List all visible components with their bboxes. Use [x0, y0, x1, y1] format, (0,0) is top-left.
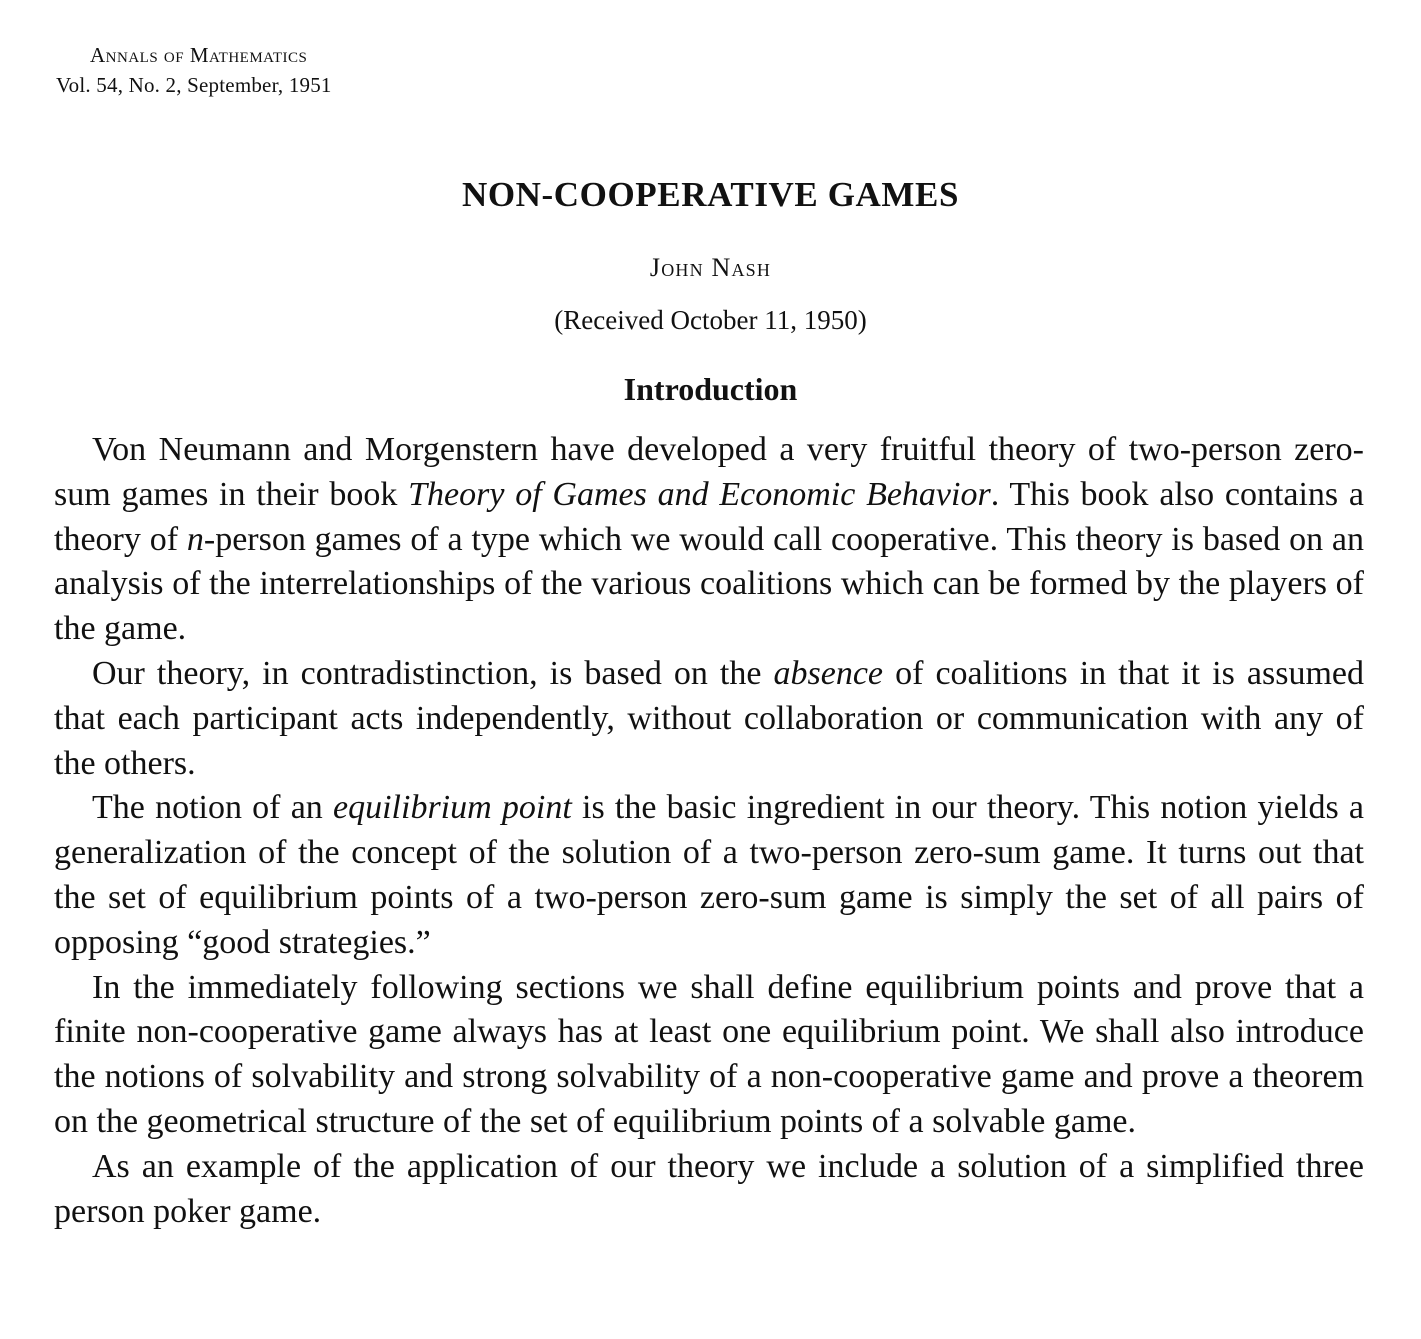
- paragraph-2: [54, 652, 1364, 786]
- paragraph-1-text-a: Von Neumann and Morgenstern have developed a very fruitful theory of two-person zero-sum games in their book: [54, 431, 1364, 513]
- paragraph-1: [54, 428, 1364, 652]
- received-date: (Received October 11, 1950): [554, 305, 867, 335]
- paragraph-1-text-c: -person games of a type which we would call cooperative. This theory is based on an analysis of the interrelationships of the various coalitions which can be formed by the players of the game.: [54, 520, 1364, 648]
- journal-name: Annals of Mathematics: [90, 43, 308, 67]
- paragraph-4: [54, 966, 1364, 1145]
- emphasis-equilibrium-point: equilibrium point: [333, 789, 572, 827]
- body-text: [54, 428, 1364, 1234]
- paragraph-2-text-b: of coalitions in that it is assumed that each participant acts independently, without collaboration or communication with any of the others.: [54, 654, 1364, 782]
- paragraph-3: [54, 786, 1364, 965]
- book-title: Theory of Games and Economic Behavior: [408, 475, 991, 513]
- emphasis-absence: absence: [773, 654, 884, 692]
- paragraph-3-text-a: The notion of an: [92, 789, 334, 827]
- journal-header: [56, 40, 332, 100]
- variable-n: n: [186, 520, 204, 558]
- paragraph-3-text-b: is the basic ingredient in our theory. This notion yields a generalization of the concept of the solution of a two-person zero-sum game. It turns out that the set of equilibrium points of a two-person zero-sum game is simply the set of all pairs of opposing “good strategies.”: [54, 789, 1364, 961]
- paragraph-1-text-b: . This book also contains a theory of: [54, 475, 1365, 558]
- paragraph-5-text: As an example of the application of our theory we include a solution of a simplified three person poker game.: [54, 1147, 1364, 1230]
- paper-author: John Nash: [649, 253, 772, 282]
- journal-volume-line: Vol. 54, No. 2, September, 1951: [56, 73, 332, 97]
- paragraph-2-text-a: Our theory, in contradistinction, is based on the: [92, 654, 774, 692]
- section-heading-introduction: Introduction: [623, 371, 798, 407]
- paper-title: NON-COOPERATIVE GAMES: [461, 175, 960, 214]
- paragraph-4-text: In the immediately following sections we shall define equilibrium points and prove that a finite non-cooperative game always has at least one equilibrium point. We shall also introduce the notions of solvability and strong solvability of a non-cooperative game and prove a theorem on the geometrical structure of the set of equilibrium points of a solvable game.: [54, 968, 1364, 1140]
- paragraph-5: [54, 1145, 1364, 1235]
